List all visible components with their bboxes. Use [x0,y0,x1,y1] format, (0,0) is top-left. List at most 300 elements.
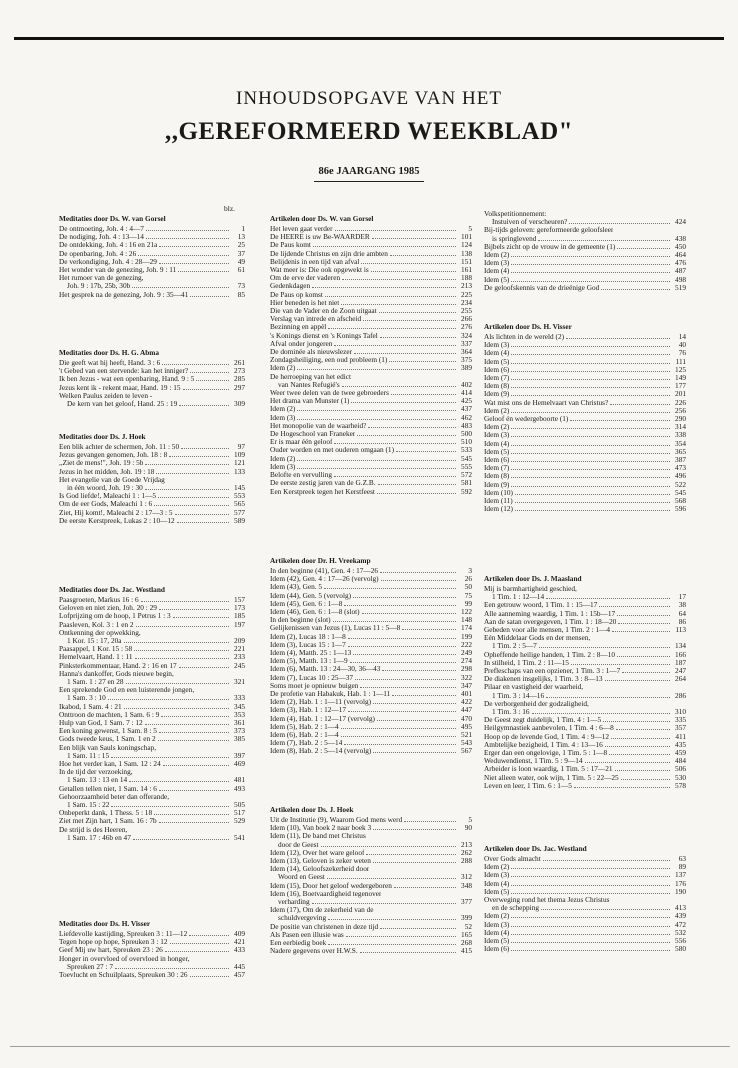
entry-page-number: 99 [464,598,472,608]
entry-title: Gebeden voor alle mensen, 1 Tim. 2 : 1—4 [484,626,611,635]
index-entry [59,768,245,776]
entry-page-number: 387 [675,455,686,465]
entry-title: Idem (8) [484,382,510,391]
dot-leader [146,225,229,231]
dot-leader [541,904,670,910]
index-entry [484,448,686,456]
entry-page-number: 314 [675,422,686,432]
dot-leader [297,455,456,461]
index-entry [59,785,245,793]
entry-page-number: 545 [461,453,472,463]
entry-title: Toevlucht en Schuilplaats, Spreuken 30 : 26 [59,971,188,980]
entry-page-number: 413 [675,903,686,913]
dot-leader [190,971,229,977]
index-entry [484,700,686,708]
dot-leader [611,733,670,739]
entry-page-number: 290 [675,414,686,424]
index-entry [484,440,686,448]
dot-leader [161,711,229,717]
entry-page-number: 264 [675,674,686,684]
entry-title: Een getrouw woord, 1 Tim. 1 : 15—17 [484,601,598,610]
entry-page-number: 495 [461,721,472,731]
index-entry [484,593,686,601]
dot-leader [138,250,229,256]
dot-leader [297,414,456,420]
dot-leader [134,645,229,651]
entry-title: Niet alleen water, ook wijn, 1 Tim. 5 : 22—25 [484,773,619,782]
entry-page-number: 113 [675,625,686,635]
entry-title: Idem (5) [484,275,510,284]
entry-page-number: 1 [241,224,245,233]
entry-title: Idem (3) [270,413,296,422]
entry-page-number: 234 [461,297,472,307]
index-section [484,844,686,953]
index-entry [270,914,472,922]
index-entry [59,359,245,367]
index-entry [484,431,686,439]
index-entry [270,657,472,665]
dot-leader [129,776,229,782]
entry-page-number: 173 [234,603,245,613]
entry-title: Idem (2), Hab. 1 : 1—11 (vervolg) [270,698,372,707]
index-entry [59,938,245,946]
dot-leader [361,258,456,264]
entry-title: Weer twee delen van de twee gebroeders [270,389,389,398]
dot-leader [183,384,230,390]
dot-leader [145,719,229,725]
dot-leader [189,930,229,936]
dot-leader [389,356,456,362]
entry-title: Prefleschaps van een opziener, 1 Tim. 3 : 1—7 [484,667,621,676]
section-heading: Meditaties door Ds. J. Hoek [59,432,146,441]
index-section [270,214,472,496]
entry-title: Nadere gegevens over H.W.S. [270,947,358,956]
entry-title: Idem (3) [484,431,510,440]
entry-title: Woord en Geest [278,873,325,882]
index-entry [270,715,472,723]
index-entry [484,626,686,634]
index-entry [270,600,472,608]
entry-title: Zondagsheiliging, een oud probleem (1) [270,356,388,365]
entry-page-number: 121 [234,458,245,468]
dot-leader [511,267,670,273]
entry-page-number: 347 [461,680,472,690]
index-entry [484,904,686,912]
index-entry [484,235,686,243]
index-entry [484,708,686,716]
entry-title: Het rumoer van de genezing, [59,274,144,283]
index-entry [59,834,245,842]
section-heading: Artikelen door Ds. H. Visser [484,322,572,331]
dot-leader [511,358,670,364]
entry-title: Idem (4) [484,879,510,888]
dot-leader [297,463,456,469]
entry-page-number: 324 [461,330,472,340]
index-entry [270,882,472,890]
entry-title: In stilheid, 1 Tim. 2 : 11—15 [484,658,569,667]
dot-leader [353,592,456,598]
entry-title: 1 Tim. 2 : 5—7 [492,642,537,651]
entry-page-number: 63 [678,854,686,863]
page-column-label: blz. [224,204,236,213]
dot-leader [312,898,456,904]
entry-title: Idem (9) [484,480,510,489]
entry-title: Hulp van God, 1 Sam. 7 : 12 [59,719,143,728]
index-entry [59,735,245,743]
entry-page-number: 221 [234,644,245,654]
entry-title: Idem (5), Hab. 2 : 1—4 [270,722,339,731]
dot-leader [190,367,229,373]
entry-page-number: 498 [675,274,686,284]
dot-leader [380,332,456,338]
dot-leader [617,651,670,657]
index-entry [59,711,245,719]
index-entry [484,610,686,618]
entry-page-number: 255 [461,306,472,316]
entry-page-number: 373 [234,726,245,736]
entry-page-number: 312 [461,872,472,882]
entry-page-number: 5 [468,815,472,824]
entry-page-number: 445 [234,961,245,971]
entry-page-number: 421 [234,937,245,947]
entry-title: Joh. 9 : 17b, 25b, 30b [67,282,131,291]
dot-leader [346,931,456,937]
entry-title: Lofprijzing om de hoop, 1 Petrus 1 : 3 [59,612,171,621]
index-entry [59,776,245,784]
entry-title: Idem (8), Hab. 2 : 5—14 (vervolg) [270,747,372,756]
index-entry [484,399,686,407]
index-entry [484,505,686,513]
dot-leader [603,716,670,722]
entry-title: Ontkenning der opwekking, [59,628,141,637]
entry-title: Idem (2) [484,423,510,432]
entry-title: De HEERE is uw Be-WAARDER [270,233,370,242]
dot-leader [173,612,229,618]
index-entry [484,456,686,464]
index-entry [59,392,245,400]
index-entry [484,692,686,700]
entry-title: Instuiven of verscheuren? [492,218,568,227]
index-entry [484,243,686,251]
entry-title: Idem (3), Hab. 1 : 12—17 [270,706,346,715]
index-entry [270,479,472,487]
entry-page-number: 553 [234,491,245,501]
dot-leader [569,218,670,224]
entry-page-number: 447 [461,705,472,715]
index-entry [59,801,245,809]
entry-page-number: 17 [678,592,686,602]
index-entry [270,731,472,739]
dot-leader [348,633,456,639]
entry-page-number: 572 [461,470,472,480]
index-entry [484,741,686,749]
index-entry [484,724,686,732]
dot-leader [159,817,229,823]
entry-page-number: 439 [675,911,686,921]
entry-title: 1 Tim. 3 : 14—16 [492,691,545,700]
index-entry [59,637,245,645]
index-entry [270,438,472,446]
entry-title: De profetie van Habakuk, Hab. 1 : 1—11 [270,690,391,699]
entry-title: Als Pasen een illusie was [270,930,344,939]
entry-page-number: 397 [234,750,245,760]
entry-title: Idem (2) [270,454,296,463]
entry-page-number: 166 [675,649,686,659]
index-entry [270,258,472,266]
dot-leader [108,694,229,700]
entry-page-number: 151 [461,256,472,266]
index-section [59,348,245,408]
dot-leader [163,760,229,766]
index-entry [484,782,686,790]
entry-page-number: 484 [675,756,686,766]
dot-leader [371,266,456,272]
index-entry [484,774,686,782]
index-entry [270,816,472,824]
index-entry [270,906,472,914]
dot-leader [511,276,670,282]
entry-title: Jezus gevangen genomen, Joh. 18 : 8 [59,451,168,460]
index-entry [484,618,686,626]
entry-page-number: 568 [675,496,686,506]
bottom-rule [10,1046,730,1047]
entry-title: Jezus kent ik - rekent maar, Hand. 19 : 15 [59,383,181,392]
entry-page-number: 500 [461,429,472,439]
entry-title: De herroeping van het edict [270,372,352,381]
index-entry [270,567,472,575]
index-entry [484,945,686,953]
dot-leader [124,703,229,709]
entry-page-number: 464 [675,250,686,260]
dot-leader [297,364,456,370]
entry-page-number: 176 [675,878,686,888]
dot-leader [617,243,670,249]
entry-page-number: 567 [461,746,472,756]
entry-title: Idem (45), Gen. 6 : 1—8 [270,599,343,608]
entry-title: Bij-tijds geloven: gereformeerde geloofsleer [484,226,614,235]
entry-title: 1 Sam. 1 : 27 en 28 [67,678,124,687]
entry-title: door de Geest [278,840,319,849]
index-entry [59,809,245,817]
index-entry [484,267,686,275]
entry-page-number: 288 [461,856,472,866]
dot-leader [601,284,670,290]
entry-page-number: 177 [675,381,686,391]
index-entry [59,930,245,938]
dot-leader [353,649,456,655]
dot-leader [377,715,456,721]
entry-title: Is God liefde!, Maleachi 1 : 1—5 [59,492,157,501]
index-entry [270,633,472,641]
entry-title: Idem (5) [484,937,510,946]
entry-page-number: 187 [675,657,686,667]
index-entry [59,443,245,451]
index-entry [484,218,686,226]
index-section [270,805,472,955]
entry-page-number: 472 [675,919,686,929]
dot-leader [394,882,456,888]
entry-page-number: 457 [234,970,245,980]
dot-leader [511,945,670,951]
index-entry [59,694,245,702]
dot-leader [392,690,456,696]
entry-title: Ikabod, 1 Sam. 4 : 21 [59,702,122,711]
entry-title: Idem (46), Gen. 6 : 1—8 (slot) [270,608,360,617]
dot-leader [313,241,456,247]
entry-page-number: 249 [461,648,472,658]
dot-leader [511,390,670,396]
dot-leader [135,653,230,659]
entry-page-number: 148 [461,615,472,625]
index-entry [59,400,245,408]
index-entry [59,282,245,290]
entry-title: Die van de Vader en de Zoon uitgaat [270,307,377,316]
dot-leader [132,282,229,288]
dot-leader [159,258,229,264]
dot-leader [511,871,670,877]
entry-page-number: 532 [675,927,686,937]
dot-leader [341,723,456,729]
index-entry [484,210,686,218]
entry-title: Gelijkenissen van Jezus (1), Lucas 11 : 5—8 [270,624,401,633]
entry-title: De verborgenheid der godzaligheid, [484,699,589,708]
entry-title: Pilaar en vastigheid der waarheid, [484,683,584,692]
dot-leader [328,939,456,945]
entry-page-number: 414 [461,388,472,398]
dot-leader [324,583,456,589]
entry-page-number: 556 [675,936,686,946]
dot-leader [124,637,229,643]
index-entry [484,896,686,904]
dot-leader [378,479,456,485]
entry-page-number: 222 [461,639,472,649]
entry-title: Idem (2) [484,912,510,921]
index-entry [484,642,686,650]
entry-title: Een Kerstpreek tegen het Kerstfeest [270,487,375,496]
entry-page-number: 321 [234,677,245,687]
entry-page-number: 481 [234,775,245,785]
dot-leader [511,407,670,413]
dot-leader [373,698,456,704]
index-entry [484,871,686,879]
dot-leader [511,349,670,355]
dot-leader [357,430,456,436]
entry-title: Idem (2) [484,863,510,872]
index-entry [59,826,245,834]
entry-page-number: 298 [461,664,472,674]
entry-title: Idem (4), Matth. 25 : 1—13 [270,649,352,658]
index-entry [484,733,686,741]
entry-title: Het monopolie van de waarheid? [270,421,367,430]
entry-title: In de tijd der verzoeking, [59,768,133,777]
dot-leader [402,624,456,630]
entry-page-number: 13 [237,232,245,242]
entry-page-number: 185 [234,611,245,621]
index-entry [484,226,686,234]
entry-page-number: 517 [234,808,245,818]
entry-title: Idem (3), Lucas 15 : 1—7 [270,640,346,649]
entry-page-number: 50 [464,582,472,592]
dot-leader [196,375,229,381]
entry-page-number: 49 [237,256,245,266]
index-entry [270,488,472,496]
entry-title: Idem (7), Hab. 2 : 5—14 [270,739,343,748]
entry-page-number: 37 [237,248,245,258]
entry-title: Een koning gewenst, 1 Sam. 8 : 5 [59,727,157,736]
entry-title: Idem (17), Om de zekerheid van de [270,906,374,915]
entry-title: Paasappel, 1 Kor. 15 : 58 [59,645,133,654]
dot-leader [511,481,670,487]
index-entry [270,649,472,657]
index-entry [270,890,472,898]
entry-page-number: 76 [678,348,686,358]
index-entry [59,241,245,249]
entry-title: De positie van christenen in deze tijd [270,922,379,931]
entry-title: Het evangelie van de Goede Vrijdag [59,475,165,484]
entry-page-number: 437 [461,404,472,414]
dot-leader [404,816,456,822]
section-heading: Meditaties door Ds. Jac. Westland [59,585,165,594]
index-entry [270,405,472,413]
entry-title: Idem (42), Gen. 4 : 17—26 (vervolg) [270,575,379,584]
index-entry [270,706,472,714]
entry-page-number: 522 [675,479,686,489]
dot-leader [511,472,670,478]
dot-leader [622,667,670,673]
entry-page-number: 138 [461,248,472,258]
dot-leader [190,291,229,297]
entry-title: Idem (12), Over het ware geloof [270,848,365,857]
entry-page-number: 365 [675,446,686,456]
entry-title: De nodiging, Joh. 4 : 13—14 [59,233,144,242]
entry-title: Opheffende heilige handen, 1 Tim. 2 : 8—10 [484,650,615,659]
entry-page-number: 273 [234,366,245,376]
dot-leader [379,307,456,313]
index-entry [270,832,472,840]
index-entry [59,817,245,825]
dot-leader [181,443,229,449]
dot-leader [179,400,229,406]
dot-leader [334,471,456,477]
entry-title: Geloven en niet zien, Joh. 20 : 29 [59,604,157,613]
index-entry [270,430,472,438]
entry-page-number: 213 [461,839,472,849]
entry-title: Liefdevolle kastijding, Spreuken 3 : 11—12 [59,930,188,938]
entry-title: Onttroon de machten, 1 Sam. 6 : 9 [59,710,160,719]
entry-page-number: 190 [675,886,686,896]
entry-page-number: 165 [461,929,472,939]
entry-title: Idem (4) [484,267,510,276]
dot-leader [609,749,670,755]
entry-page-number: 389 [461,363,472,373]
index-entry [59,686,245,694]
index-entry [59,752,245,760]
dot-leader [162,359,229,365]
entry-title: De verkondiging, Joh. 4 : 28—29 [59,257,157,266]
entry-title: De Paus komt [270,241,311,250]
dot-leader [532,708,670,714]
dot-leader [599,601,670,607]
entry-page-number: 353 [234,709,245,719]
index-section [59,919,245,979]
dot-leader [169,451,229,457]
entry-title: Idem (4) [484,439,510,448]
index-entry [59,459,245,467]
index-section [484,574,686,790]
entry-page-number: 274 [461,656,472,666]
entry-page-number: 415 [461,946,472,956]
dot-leader [396,446,456,452]
